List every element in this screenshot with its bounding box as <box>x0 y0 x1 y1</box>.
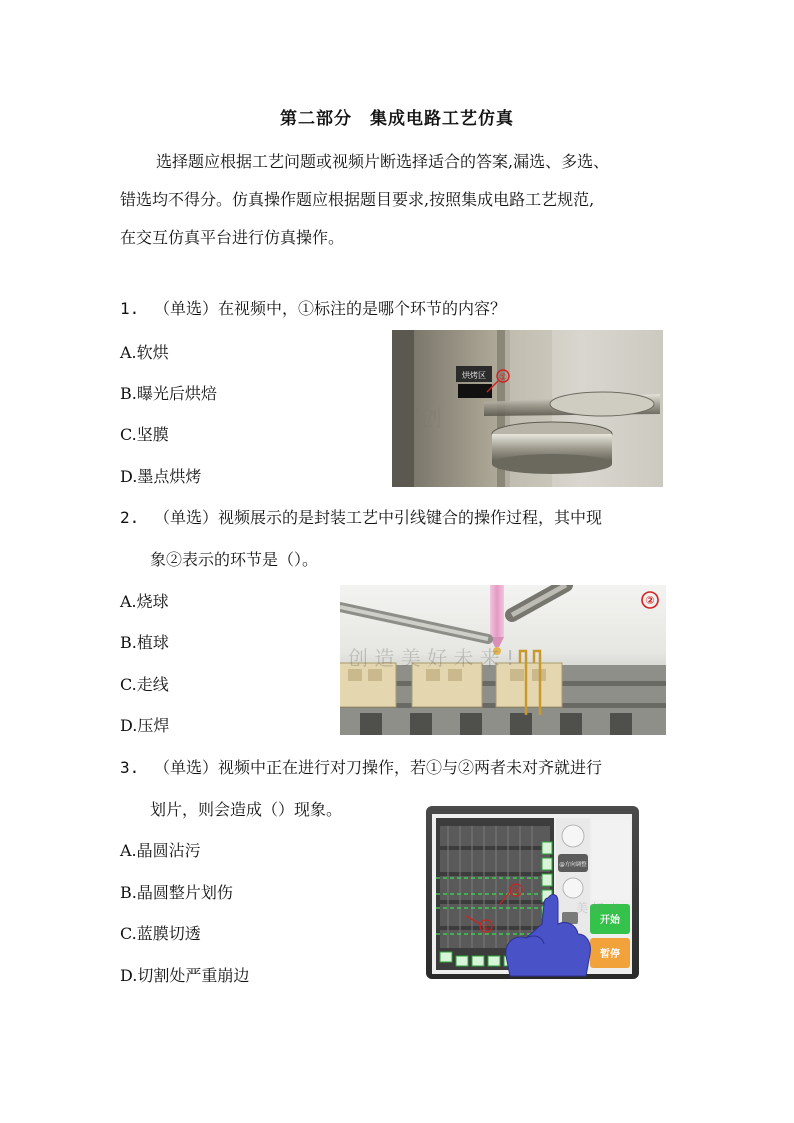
question-1 <box>120 296 506 322</box>
q2-watermark: 创 造 美 好 未 来 ! <box>348 646 515 670</box>
q1-image-oven-chamber <box>392 330 663 487</box>
question-3 <box>120 755 602 781</box>
q1-option-c[interactable]: C.坚膜 <box>120 425 169 444</box>
question-text-line-1: （单选）视频中正在进行对刀操作，若①与②两者未对齐就进行 <box>154 758 603 777</box>
q3-image-dicing-panel <box>426 806 639 979</box>
question-3-continuation: 划片，则会造成（）现象。 <box>150 800 343 819</box>
q2-option-d[interactable]: D.压焊 <box>120 716 170 735</box>
question-number: 2. <box>120 508 140 527</box>
q3-watermark: 美 好 未 <box>576 901 620 915</box>
q3-option-c[interactable]: C.蓝膜切透 <box>120 924 201 943</box>
question-number: 3. <box>120 758 140 777</box>
q3-option-a[interactable]: A.晶圆沾污 <box>120 841 201 860</box>
q1-option-d[interactable]: D.墨点烘烤 <box>120 467 202 486</box>
q3-marker-1: ① <box>481 923 491 933</box>
q2-option-a[interactable]: A.烧球 <box>120 592 169 611</box>
q3-pause-button: 暂停 <box>600 949 620 960</box>
intro-paragraph <box>120 143 676 257</box>
question-text-line-1: （单选）视频展示的是封装工艺中引线键合的操作过程，其中现 <box>154 508 603 527</box>
q1-option-a[interactable]: A.软烘 <box>120 343 169 362</box>
section-title: 第二部分 集成电路工艺仿真 <box>280 109 514 129</box>
q3-option-b[interactable]: B.晶圆整片划伤 <box>120 883 233 902</box>
q1-option-b[interactable]: B.曝光后烘焙 <box>120 384 217 403</box>
question-2-continuation: 象②表示的环节是（）。 <box>150 550 319 569</box>
intro-line-1: 选择题应根据工艺问题或视频片断选择适合的答案,漏选、多选、 <box>156 152 610 171</box>
question-2 <box>120 505 602 531</box>
q2-image-wire-bonding <box>340 585 666 735</box>
q1-watermark: 创 <box>420 407 443 432</box>
intro-line-2: 错选均不得分。仿真操作题应根据题目要求,按照集成电路工艺规范, <box>120 190 595 209</box>
q3-mode-button: @方向调整 <box>559 862 587 868</box>
q3-start-button: 开始 <box>600 915 620 926</box>
q3-marker-2: ② <box>511 887 521 897</box>
question-number: 1. <box>120 299 140 318</box>
q1-marker: ① <box>498 373 508 383</box>
question-text: （单选）在视频中，①标注的是哪个环节的内容？ <box>154 299 507 318</box>
q1-image-label: 烘烤区 <box>462 371 486 380</box>
q2-option-c[interactable]: C.走线 <box>120 675 169 694</box>
q2-marker: ② <box>645 594 655 607</box>
q2-option-b[interactable]: B.植球 <box>120 633 169 652</box>
q3-option-d[interactable]: D.切割处严重崩边 <box>120 966 250 985</box>
intro-line-3: 在交互仿真平台进行仿真操作。 <box>120 228 345 247</box>
